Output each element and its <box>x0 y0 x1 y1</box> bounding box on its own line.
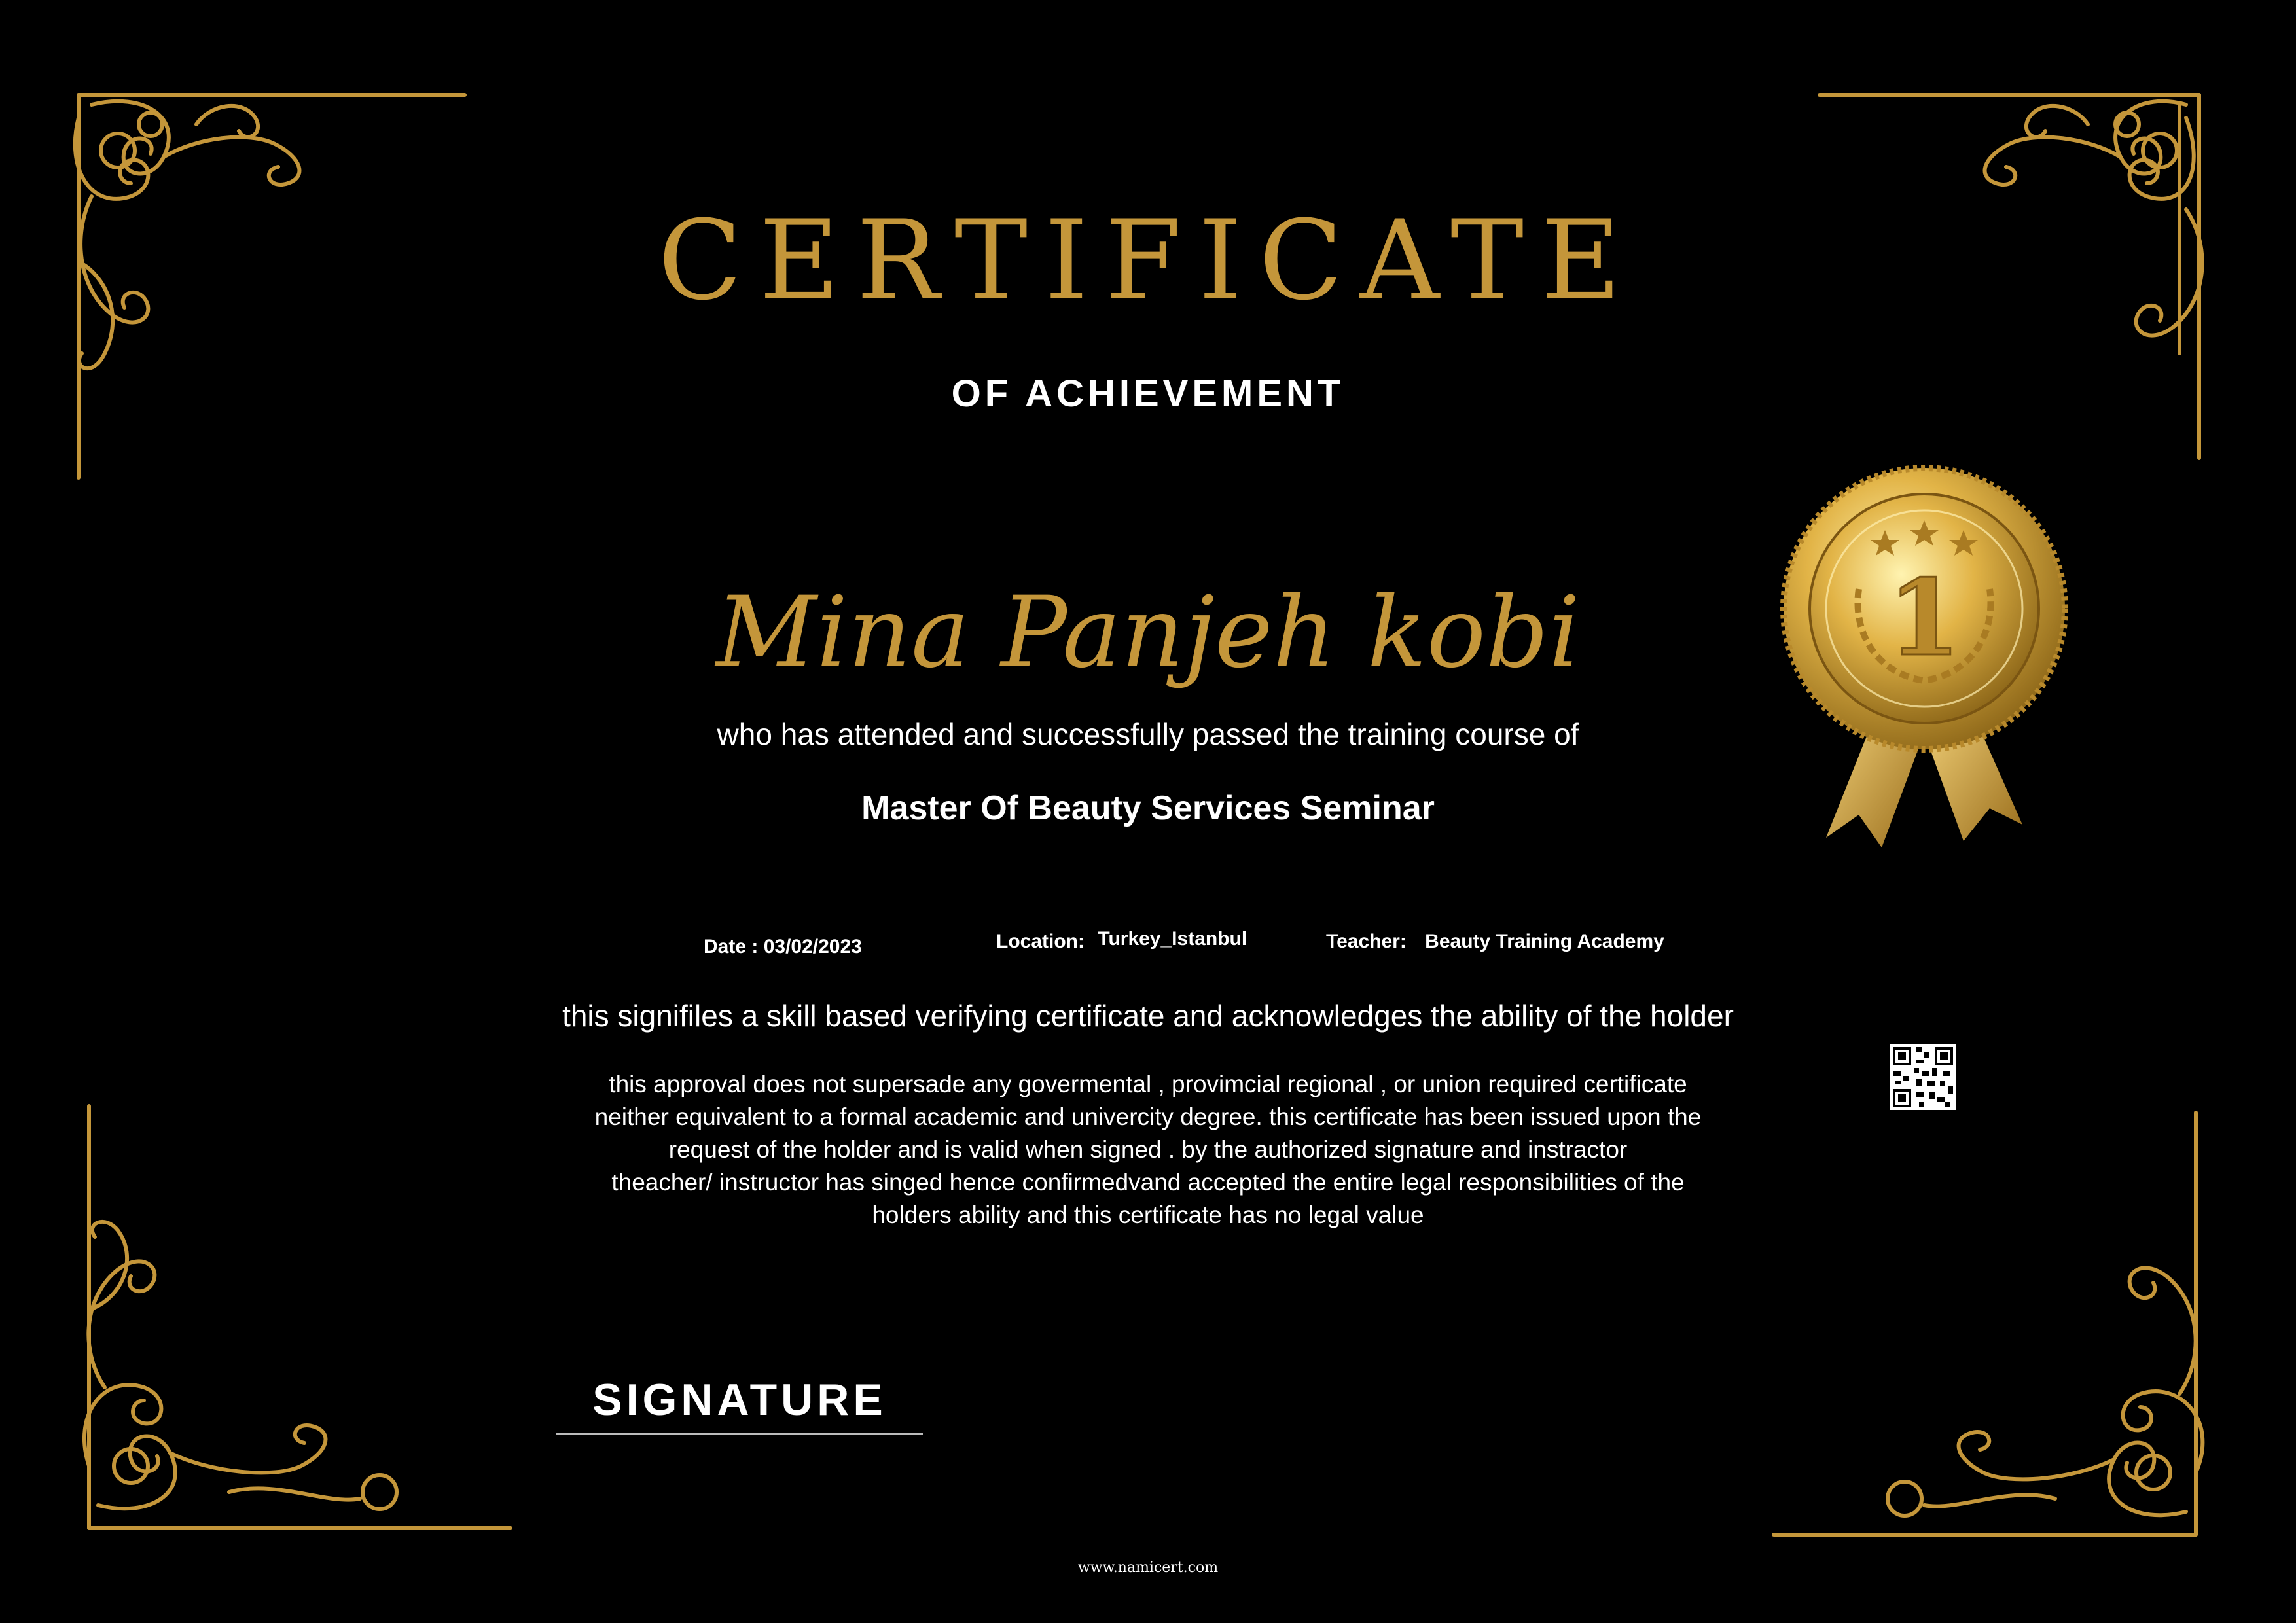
disclaimer-line: neither equivalent to a formal academic and univercity degree. this certificate has been issued upon the <box>594 1103 1702 1130</box>
qr-code-icon <box>1890 1044 1956 1110</box>
location-label: Location: <box>996 931 1085 952</box>
teacher-value: Beauty Training Academy <box>1425 931 1664 952</box>
location-value: Turkey_Istanbul <box>1098 928 1247 950</box>
disclaimer-line: theacher/ instructor has singed hence confirmedvand accepted the entire legal responsibilities of the <box>611 1169 1685 1196</box>
signifies-text: this signifiles a skill based verifying certificate and acknowledges the ability of the holder <box>562 999 1734 1033</box>
course-name: Master Of Beauty Services Seminar <box>861 789 1435 827</box>
disclaimer-line: holders ability and this certificate has no legal value <box>872 1202 1424 1228</box>
attended-text: who has attended and successfully passed the training course of <box>717 717 1579 751</box>
teacher-label: Teacher: <box>1326 931 1407 952</box>
signature-label: SIGNATURE <box>592 1375 887 1425</box>
date-value: 03/02/2023 <box>763 936 862 957</box>
date-field <box>704 936 862 958</box>
disclaimer-line: this approval does not supersade any govermental , provimcial regional , or union required certificate <box>609 1071 1687 1097</box>
certificate-title: CERTIFICATE <box>658 196 1638 325</box>
teacher-field <box>1326 931 1664 953</box>
date-label: Date : <box>704 936 759 957</box>
disclaimer <box>493 1068 1803 1232</box>
corner-ornament-bottom-left <box>65 1099 524 1544</box>
medal-number: 1 <box>1888 556 1961 679</box>
recipient-name: Mina Panjeh kobi <box>715 576 1581 690</box>
gold-medal-icon <box>1767 458 2081 851</box>
signature-line <box>556 1433 923 1435</box>
certificate-subtitle: OF ACHIEVEMENT <box>951 372 1345 415</box>
corner-ornament-bottom-right <box>1767 1106 2238 1551</box>
website-url: www.namicert.com <box>1077 1560 1219 1576</box>
disclaimer-line: request of the holder and is valid when signed . by the authorized signature and instractor <box>668 1136 1628 1163</box>
location-field <box>996 928 1247 953</box>
